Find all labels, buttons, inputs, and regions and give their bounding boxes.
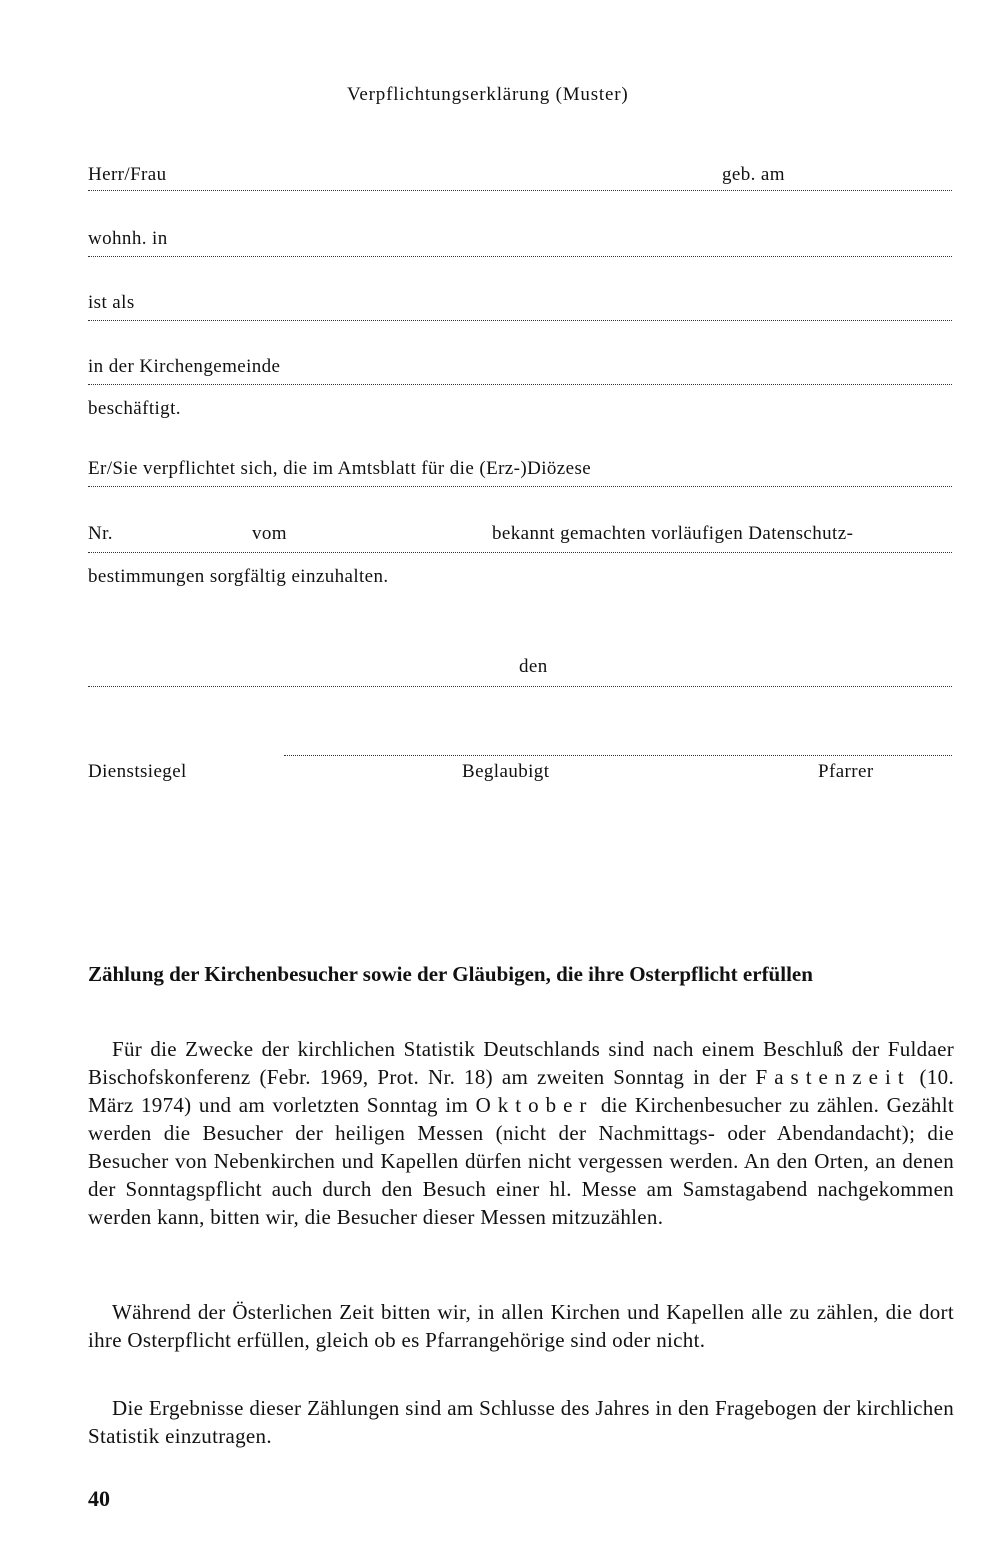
- oktober-term: Oktober: [475, 1093, 594, 1117]
- bekannt-text: bekannt gemachten vorläufigen Datenschutz-: [492, 523, 854, 544]
- dienstsiegel-label: Dienstsiegel: [88, 761, 187, 782]
- position-line[interactable]: [88, 320, 952, 321]
- vom-label: vom: [252, 523, 287, 544]
- paragraph-1-part-a: Für die Zwecke der kirchlichen Statistik Deutschlands sind nach einem Beschluß der Fuldaer Bischofskonferenz (Febr. 1969, Prot. Nr. 18) am zweiten Sonntag in der: [88, 1037, 954, 1089]
- beschaeftigt-label: beschäftigt.: [88, 398, 181, 419]
- bestimmungen-text: bestimmungen sorgfältig einzuhalten.: [88, 566, 389, 587]
- diocese-line[interactable]: [88, 486, 952, 487]
- name-line[interactable]: [88, 190, 952, 191]
- geb-am-label: geb. am: [722, 164, 785, 185]
- article-paragraph-2: Während der Österlichen Zeit bitten wir, in allen Kirchen und Kapellen alle zu zählen, die dort ihre Osterpflicht erfüllen, gleich ob es Pfarrangehörige sind oder nicht.: [88, 1300, 954, 1352]
- address-line[interactable]: [88, 256, 952, 257]
- place-date-line[interactable]: [88, 686, 952, 687]
- article-heading: Zählung der Kirchenbesucher sowie der Gläubigen, die ihre Osterpflicht erfüllen: [88, 962, 813, 986]
- parish-line[interactable]: [88, 384, 952, 385]
- fastenzeit-term: Fastenzeit: [755, 1065, 911, 1089]
- signature-line[interactable]: [284, 755, 952, 756]
- page-number: 40: [88, 1486, 110, 1511]
- form-title: Verpflichtungserklärung (Muster): [347, 84, 629, 105]
- nr-label: Nr.: [88, 523, 113, 544]
- wohnh-in-label: wohnh. in: [88, 228, 168, 249]
- article-paragraph-1: [88, 1035, 954, 1231]
- paragraph-1-part-c: die Kirchenbesucher zu zählen. Gezählt werden die Besucher der heiligen Messen (nicht der Nachmittags- oder Abendandacht); die Besucher von Nebenkirchen und Kapellen dürfen nicht vergessen werden. An den Orten, an denen der Sonntagspflicht auch durch den Besuch einer hl. Messe am Samstagabend nachgekommen werden kann, bitten wir, die Besucher dieser Messen mitzuzählen.: [88, 1093, 954, 1229]
- ist-als-label: ist als: [88, 292, 135, 313]
- herr-frau-label: Herr/Frau: [88, 164, 167, 185]
- beglaubigt-label: Beglaubigt: [462, 761, 550, 782]
- nr-vom-line[interactable]: [88, 552, 952, 553]
- pfarrer-label: Pfarrer: [818, 761, 874, 782]
- kirchengemeinde-label: in der Kirchengemeinde: [88, 356, 281, 377]
- paragraph-1-part-b: (10. März 1974) und am vorletzten Sonntag im: [88, 1065, 954, 1117]
- verpflichtet-text: Er/Sie verpflichtet sich, die im Amtsblatt für die (Erz-)Diözese: [88, 458, 592, 479]
- article-paragraph-3: Die Ergebnisse dieser Zählungen sind am Schlusse des Jahres in den Fragebogen der kirchlichen Statistik einzutragen.: [88, 1396, 954, 1448]
- den-label: den: [519, 656, 548, 677]
